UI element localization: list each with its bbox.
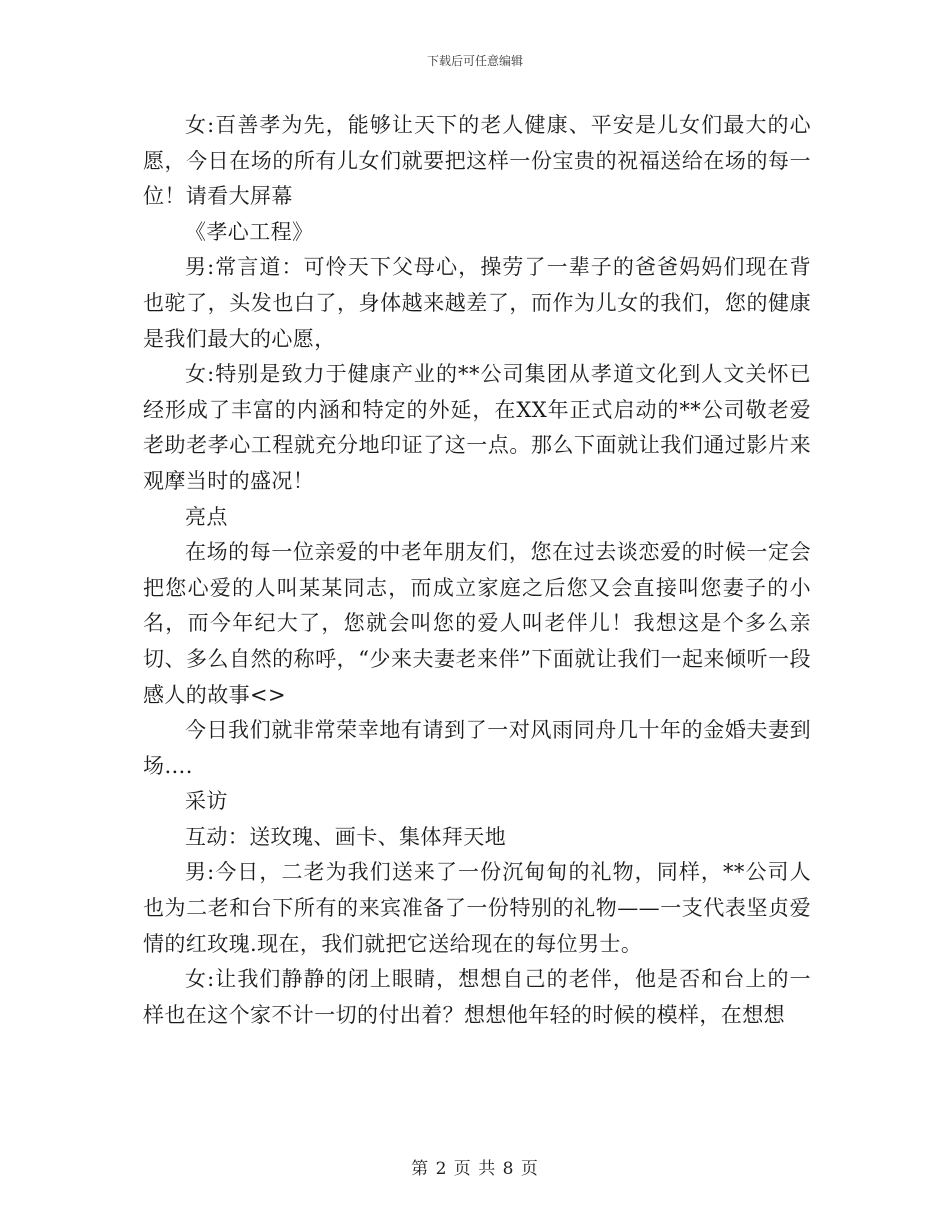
paragraph: 亮点: [185, 504, 228, 529]
paragraph: 今日我们就非常荣幸地有请到了一对风雨同舟几十年的金婚夫妻到场….: [143, 718, 811, 778]
paragraph: 女:百善孝为先，能够让天下的老人健康、平安是儿女们最大的心愿，今日在场的所有儿女们就要把这样一份宝贵的祝福送给在场的每一位！请看大屏幕: [143, 113, 811, 209]
document-body: [143, 108, 811, 1033]
paragraph: 女:特别是致力于健康产业的**公司集团从孝道文化到人文关怀已经形成了丰富的内涵和特定的外延，在XX年正式启动的**公司敬老爱老助老孝心工程就充分地印证了这一点。那么下面就让我们通过影片来观摩当时的盛况！: [143, 362, 811, 493]
paragraph: 《孝心工程》: [185, 219, 314, 244]
page-number-footer: 第 2 页 共 8 页: [411, 1159, 539, 1179]
paragraph: 采访: [185, 789, 228, 814]
paragraph: 男:今日，二老为我们送来了一份沉甸甸的礼物，同样，**公司人也为二老和台下所有的来宾准备了一份特别的礼物——一支代表坚贞爱情的红玫瑰.现在，我们就把它送给现在的每位男士。: [143, 860, 811, 956]
paragraph: 互动：送玫瑰、画卡、集体拜天地: [185, 824, 506, 849]
paragraph: 在场的每一位亲爱的中老年朋友们，您在过去谈恋爱的时候一定会把您心爱的人叫某某同志，而成立家庭之后您又会直接叫您妻子的小名，而今年纪大了，您就会叫您的爱人叫老伴儿！我想这是个多么亲切、多么自然的称呼，“少来夫妻老来伴”下面就让我们一起来倾听一段感人的故事<>: [143, 540, 811, 707]
paragraph: 女:让我们静静的闭上眼睛，想想自己的老伴，他是否和台上的一样也在这个家不计一切的付出着？想想他年轻的时候的模样，在想想: [143, 967, 811, 1027]
paragraph: 男:常言道：可怜天下父母心，操劳了一辈子的爸爸妈妈们现在背也驼了，头发也白了，身体越来越差了，而作为儿女的我们，您的健康是我们最大的心愿，: [143, 255, 811, 351]
page-header: 下载后可任意编辑: [426, 54, 523, 68]
